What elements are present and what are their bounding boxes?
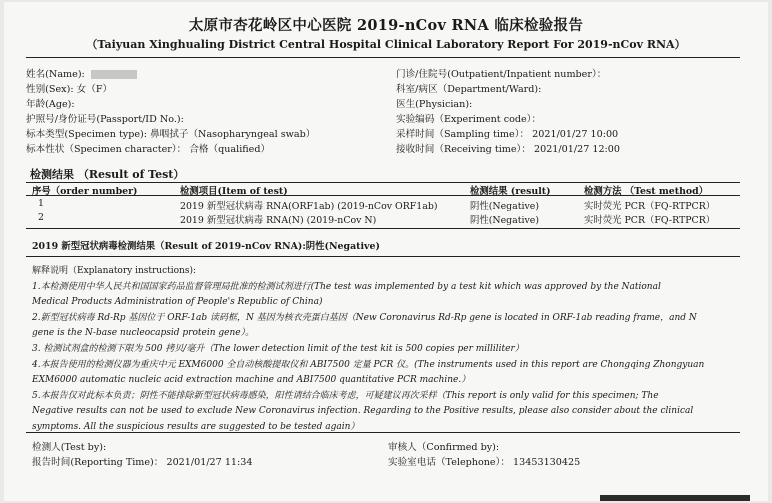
patient-name-row: [26, 66, 137, 80]
lab-telephone-row: [388, 454, 580, 468]
patient-sex-value: 女（F）: [76, 84, 113, 95]
overall-result: 2019 新型冠状病毒检测结果（Result of 2019-nCov RNA):阴性(Negative): [32, 241, 380, 252]
results-section-title: 检测结果 （Result of Test）: [30, 168, 185, 181]
col-header-order: 序号（order number): [32, 186, 138, 197]
specimen-character-value: 合格（qualified）: [189, 144, 271, 155]
physician-label: 医生(Physician):: [396, 99, 473, 110]
report-title-cn: 太原市杏花岭区中心医院 2019-nCov RNA 临床检验报告: [188, 17, 584, 34]
report-title-en: （Taiyuan Xinghualing District Central Hospital Clinical Laboratory Report For 2019-nCov RNA）: [86, 38, 686, 51]
receiving-time-row: [396, 141, 620, 155]
reporting-time-value: 2021/01/27 11:34: [166, 457, 253, 468]
row-2-method: 实时荧光 PCR（FQ-RTPCR）: [584, 215, 716, 226]
specimen-character-label: 标本性状（Specimen character）：: [26, 144, 187, 155]
reporting-time-label: 报告时间(Reporting Time)：: [32, 457, 164, 468]
row-2-result: 阴性(Negative): [470, 215, 540, 226]
reporting-time-row: [32, 454, 252, 468]
patient-age-label: 年龄(Age):: [26, 99, 75, 110]
col-header-method: 检测方法 （Test method）: [584, 186, 709, 197]
redacted-name: [91, 70, 137, 79]
sampling-time-row: [396, 126, 618, 140]
receiving-time-label: 接收时间（Receiving time）：: [396, 144, 531, 155]
lab-telephone-value: 13453130425: [513, 457, 581, 468]
row-1-item: 2019 新型冠状病毒 RNA(ORF1ab) (2019-nCov ORF1ab): [180, 201, 438, 212]
photo-edge-shadow: [600, 495, 750, 501]
row-1-result: 阴性(Negative): [470, 201, 540, 212]
specimen-type-value: 鼻咽拭子（Nasopharyngeal swab）: [150, 129, 316, 140]
specimen-character-row: [26, 141, 270, 155]
interpretation-line: gene is the N-base nucleocapsid protein gene）。: [32, 328, 255, 339]
row-2-number: 2: [38, 212, 44, 223]
interpretation-line: 2.新型冠状病毒 Rd-Rp 基因位于 ORF-1ab 读码框，N 基因为核衣壳蛋白基因（New Coronavirus Rd-Rp gene is located in ORF-1ab reading frame，and N: [32, 312, 697, 323]
lab-report-page: [4, 2, 768, 501]
row-2-item: 2019 新型冠状病毒 RNA(N) (2019-nCov N): [180, 215, 377, 226]
col-header-result: 检测结果 (result): [470, 186, 551, 197]
result-rule: [26, 256, 740, 257]
lab-telephone-label: 实验室电话（Telephone）：: [388, 457, 510, 468]
interpretation-heading: 解释说明（Explanatory instructions):: [32, 266, 197, 276]
interpretation-block: [32, 264, 732, 436]
department-label: 科室/病区（Department/Ward):: [396, 84, 542, 95]
patient-name-label: 姓名(Name):: [26, 69, 85, 80]
confirmed-by-label: 审核人（Confirmed by):: [388, 442, 500, 453]
patient-sex-row: [26, 81, 112, 95]
interpretation-line: 1.本检测使用中华人民共和国国家药品监督管理局批准的检测试剂进行(The test was implemented by a test kit which was approved by the National: [32, 281, 661, 292]
outpatient-number-label: 门诊/住院号(Outpatient/Inpatient number）：: [396, 69, 607, 80]
experiment-code-label: 实验编码（Experiment code）：: [396, 114, 542, 125]
sampling-time-value: 2021/01/27 10:00: [532, 129, 619, 140]
interpretation-line: symptoms. All the suspicious results are suggested to be tested again）: [32, 421, 360, 432]
interpretation-line: Medical Products Administration of People's Republic of China): [32, 297, 323, 308]
specimen-type-row: [26, 126, 315, 140]
footer-rule: [26, 432, 740, 433]
interpretation-line: 3. 检测试剂盒的检测下限为 500 拷贝/毫升（The lower detection limit of the test kit is 500 copies per milliliter）: [32, 343, 524, 354]
header-row-rule: [26, 195, 740, 196]
interpretation-line: 5.本报告仅对此标本负责；阴性不能排除新型冠状病毒感染，阳性请结合临床考虑，可疑建议再次采样（This report is only valid for this specimen; The: [32, 390, 659, 401]
interpretation-line: Negative results can not be used to exclude New Coronavirus infection. Regarding to the Positive results, please also consider about the clinical: [32, 406, 694, 417]
table-bottom-rule: [26, 228, 740, 229]
sampling-time-label: 采样时间（Sampling time）：: [396, 129, 530, 140]
specimen-type-label: 标本类型(Specimen type):: [26, 129, 148, 140]
header-divider: [26, 57, 740, 58]
patient-passport-label: 护照号/身份证号(Passport/ID No.):: [26, 114, 184, 125]
receiving-time-value: 2021/01/27 12:00: [534, 144, 620, 155]
interpretation-line: 4.本报告使用的检测仪器为重庆中元 EXM6000 全自动核酸提取仪和 ABI7500 定量 PCR 仪。(The instruments used in this report are Chongqing Zhongyuan: [32, 359, 705, 370]
row-1-number: 1: [38, 198, 44, 209]
patient-sex-label: 性别(Sex):: [26, 84, 74, 95]
row-1-method: 实时荧光 PCR（FQ-RTPCR）: [584, 201, 716, 212]
interpretation-line: EXM6000 automatic nucleic acid extraction machine and ABI7500 quantitative PCR machine.）: [32, 375, 471, 386]
col-header-item: 检测项目(Item of test): [180, 186, 288, 197]
tested-by-label: 检测人(Test by):: [32, 442, 107, 453]
